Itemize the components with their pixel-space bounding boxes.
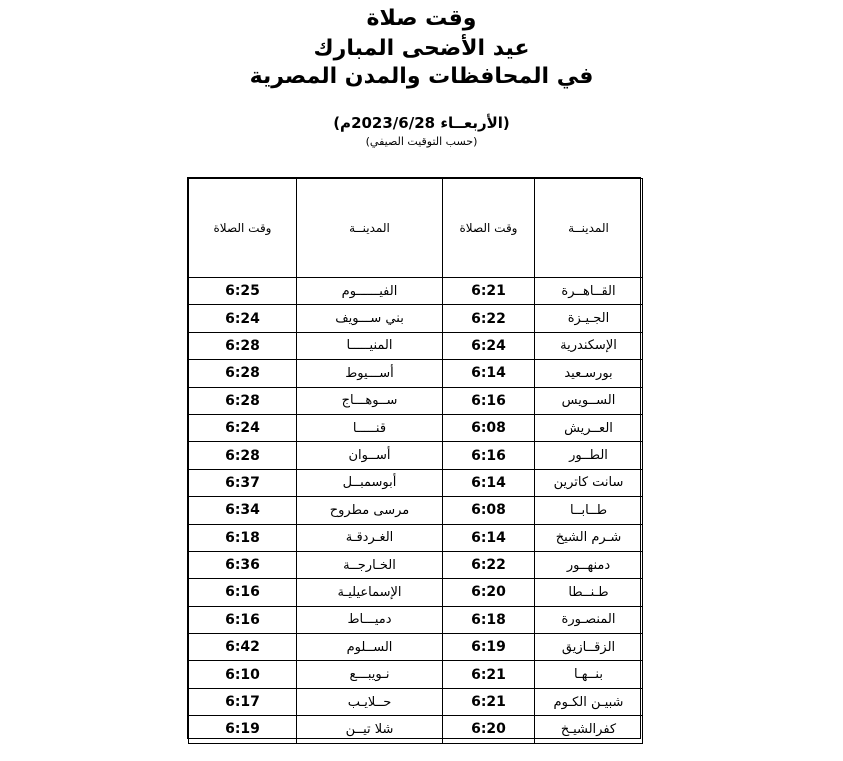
time-left: 6:37 [189, 469, 297, 496]
table-row [189, 551, 643, 578]
time-right: 6:21 [443, 278, 535, 305]
city-right: الســويس [535, 387, 643, 414]
city-left: الغـردقـة [297, 524, 443, 551]
time-left: 6:28 [189, 442, 297, 469]
time-left: 6:28 [189, 332, 297, 359]
time-right: 6:21 [443, 661, 535, 688]
city-right: القــاهــرة [535, 278, 643, 305]
city-left: مرسى مطروح [297, 497, 443, 524]
city-left: نـويبـــع [297, 661, 443, 688]
table-row [189, 442, 643, 469]
city-left: ســوهـــاج [297, 387, 443, 414]
date-line: (الأربعــاء 2023/6/28م) [333, 114, 510, 132]
city-left: الخـارجــة [297, 551, 443, 578]
city-right: الإسكندرية [535, 332, 643, 359]
time-left: 6:28 [189, 360, 297, 387]
table-row [189, 661, 643, 688]
city-right: كفرالشيـخ [535, 716, 643, 743]
table-row [189, 524, 643, 551]
time-left: 6:34 [189, 497, 297, 524]
city-left: الفيــــــوم [297, 278, 443, 305]
city-right: المنصـورة [535, 606, 643, 633]
time-left: 6:16 [189, 579, 297, 606]
time-right: 6:14 [443, 524, 535, 551]
time-left: 6:24 [189, 305, 297, 332]
table-row [189, 579, 643, 606]
city-right: طــابــا [535, 497, 643, 524]
city-left: الإسماعيليـة [297, 579, 443, 606]
title-line-3: في المحافظات والمدن المصرية [249, 64, 594, 89]
table-row [189, 606, 643, 633]
city-left: المنيـــــا [297, 332, 443, 359]
city-right: طـنــطا [535, 579, 643, 606]
table-row [189, 716, 643, 743]
city-right: العــريش [535, 414, 643, 441]
time-left: 6:28 [189, 387, 297, 414]
table-row [189, 332, 643, 359]
prayer-times-table [187, 177, 641, 739]
time-left: 6:16 [189, 606, 297, 633]
time-right: 6:14 [443, 360, 535, 387]
city-left: بني ســـويف [297, 305, 443, 332]
header-time-left: وقت الصلاة [189, 179, 297, 278]
table-row [189, 305, 643, 332]
table-row [189, 469, 643, 496]
time-right: 6:18 [443, 606, 535, 633]
time-right: 6:16 [443, 387, 535, 414]
city-right: الطــور [535, 442, 643, 469]
city-right: بنــهـا [535, 661, 643, 688]
timezone-note: (حسب التوقيت الصيفي) [365, 135, 478, 148]
time-right: 6:19 [443, 634, 535, 661]
time-left: 6:36 [189, 551, 297, 578]
time-left: 6:10 [189, 661, 297, 688]
city-right: شـرم الشيخ [535, 524, 643, 551]
time-left: 6:24 [189, 414, 297, 441]
header-city-left: المدينــة [297, 179, 443, 278]
city-left: قنـــــا [297, 414, 443, 441]
time-left: 6:19 [189, 716, 297, 743]
city-right: سانت كاترين [535, 469, 643, 496]
table-header-row [189, 179, 643, 278]
time-right: 6:24 [443, 332, 535, 359]
city-right: الزقــازيق [535, 634, 643, 661]
table-row [189, 387, 643, 414]
city-right: شبيـن الكـوم [535, 688, 643, 715]
time-right: 6:20 [443, 716, 535, 743]
city-left: أســوان [297, 442, 443, 469]
table-row [189, 497, 643, 524]
time-right: 6:08 [443, 497, 535, 524]
header-city-right: المدينــة [535, 179, 643, 278]
table-row [189, 278, 643, 305]
time-right: 6:16 [443, 442, 535, 469]
time-right: 6:22 [443, 551, 535, 578]
time-left: 6:25 [189, 278, 297, 305]
time-left: 6:18 [189, 524, 297, 551]
time-right: 6:08 [443, 414, 535, 441]
title-line-2: عيد الأضحى المبارك [313, 36, 530, 61]
table-row [189, 634, 643, 661]
city-right: دمنهــور [535, 551, 643, 578]
city-left: شلا تيــن [297, 716, 443, 743]
city-left: حــلايـب [297, 688, 443, 715]
title-line-1: وقت صلاة [366, 6, 477, 31]
table-row [189, 688, 643, 715]
city-right: الجـيـزة [535, 305, 643, 332]
time-right: 6:14 [443, 469, 535, 496]
time-left: 6:42 [189, 634, 297, 661]
table-row [189, 414, 643, 441]
city-right: بورسـعيد [535, 360, 643, 387]
city-left: أســـيوط [297, 360, 443, 387]
time-right: 6:20 [443, 579, 535, 606]
header-time-right: وقت الصلاة [443, 179, 535, 278]
city-left: دميـــاط [297, 606, 443, 633]
time-right: 6:21 [443, 688, 535, 715]
city-left: الســلوم [297, 634, 443, 661]
time-left: 6:17 [189, 688, 297, 715]
city-left: أبوسمبــل [297, 469, 443, 496]
table-row [189, 360, 643, 387]
time-right: 6:22 [443, 305, 535, 332]
